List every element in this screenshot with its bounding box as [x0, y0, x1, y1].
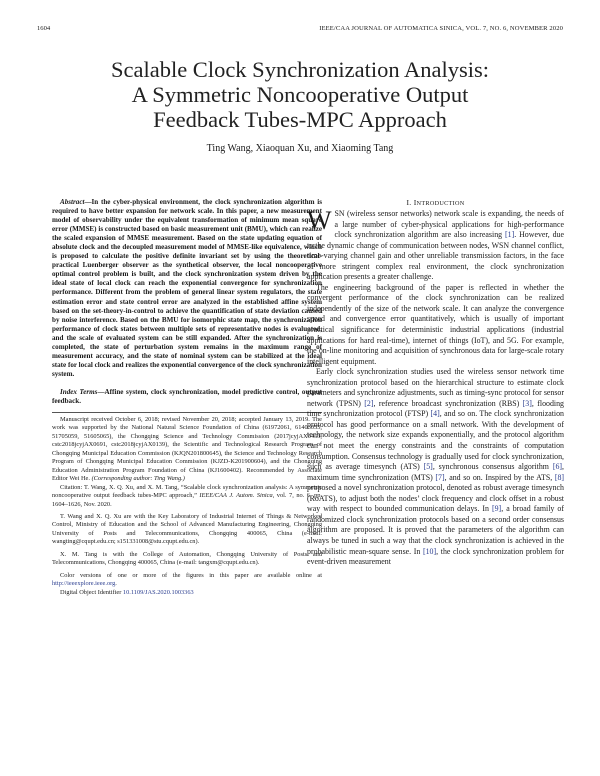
title-line-3: Feedback Tubes-MPC Approach: [153, 107, 447, 132]
title-line-1: Scalable Clock Synchronization Analysis:: [110, 57, 490, 82]
author-list: Ting Wang, Xiaoquan Xu, and Xiaoming Tang: [206, 143, 394, 154]
corresponding-author: (Corresponding author: Ting Wang.): [91, 475, 185, 483]
title-line-2: A Symmetric Noncooperative Output: [131, 82, 469, 107]
citation-ref-5[interactable]: [5]: [423, 462, 433, 472]
index-terms-text: —Affine system, clock synchronization, model predictive control, output feedback.: [52, 387, 323, 405]
footnote-affiliation-2: X. M. Tang is with the College of Automation, Chongqing University of Posts and Telecommunications, Chongqing 400065, China (e-mail: tangxm@cqupt.edu.cn).: [52, 550, 322, 567]
footnote-divider: [52, 412, 322, 413]
drop-cap: W: [307, 206, 332, 235]
running-header: [37, 25, 563, 37]
paper-title: [40, 57, 560, 132]
intro-paragraph-2: The engineering background of the paper is reflected in whether the convergent performance of the clock synchronization can be realized independently of the size of the network scale. It can analyze the convergence speed and convergence error quantitatively, which is usually of important practical significance for deterministic industrial applications (industrial applications for hard real-time), internet of things (IoT), and 5G. For example, the on-line monitoring and acquisition of synchronous data for large-scale rotary intelligent equipment.: [307, 282, 564, 366]
right-column: [307, 198, 564, 568]
citation-ref-7[interactable]: [7]: [435, 472, 445, 482]
index-terms-label: Index Terms: [60, 387, 98, 396]
abstract: [52, 198, 322, 379]
ieeexplore-link[interactable]: http://ieeexplore.ieee.org: [52, 580, 116, 588]
citation-ref-9[interactable]: [9]: [491, 504, 502, 514]
intro-paragraph-1: WSN (wireless sensor networks) network scale is expanding, the needs of a large number of cyber-physical applications for high-performance clock synchronization algorithm are also increasing [1]. However, due to the dynamic change of communication between nodes, WSN channel conflict, time-varying channel gain and other unreliable transmission factors, in the face of more stringent complex real environment, the clock synchronization application presents a greater challenge.: [307, 206, 564, 282]
abstract-label: Abstract: [60, 198, 85, 206]
journal-name: IEEE/CAA JOURNAL OF AUTOMATICA SINICA, VOL. 7, NO. 6, NOVEMBER 2020: [319, 25, 563, 32]
index-terms: [52, 388, 322, 406]
citation-ref-10[interactable]: [10]: [422, 546, 437, 556]
footnote-affiliation-1: T. Wang and X. Q. Xu are with the Key Laboratory of Industrial Internet of Things & Networked Control, Ministry of Education and the School of Advanced Manufacturing Engineering, Chongqing University of Posts and Telecommunications, Chongqing 400065, China (e-mail: wangting@cqupt.edu.cn; s151331008@stu.cqupt.edu.cn).: [52, 513, 322, 546]
citation-ref-4[interactable]: [4]: [430, 409, 440, 419]
citation-ref-3[interactable]: [3]: [522, 398, 532, 408]
footnote-doi: Digital Object Identifier 10.1109/JAS.2020.1003363: [60, 588, 194, 596]
citation-ref-1[interactable]: [1]: [505, 230, 515, 240]
citation-ref-6[interactable]: [6]: [552, 462, 563, 472]
footnote-citation: Citation: T. Wang, X. Q. Xu, and X. M. Tang, “Scalable clock synchronization analysis: A symmetric noncooperative output feedback tubes-MPC approach,” IEEE/CAA J. Autom. Sinica, vol. 7, no. 6, pp. 1604–1626, Nov. 2020.: [52, 483, 322, 508]
abstract-text: —In the cyber-physical environment, the clock synchronization algorithm is required to have better expansion for network scale. In this paper, a new measurement model of observability under the equivalent transformation of minimum mean square error (MMSE) is constructed based on basic measurement unit (BMU), which can realize the scaled expansion of MMSE measurement. Based on the state updating equation of absolute clock and the decoupled measurement model of MMSE-like equivalence, which is proposed to calculate the positive definite invariant set by using the theoretical-practical Luenberger observer as the synthetical observer, the local noncooperative optimal control problem is built, and the clock synchronization system driven by the ideal state of local clock can reach the exponential convergence for synchronization performance. Different from the problem of general linear system regulators, the state estimation error and state control error are analyzed in the established affine system based on the set-theory-in-control to achieve the quantification of state deviation caused by noise interference. Based on the BMU for isomorphic state map, the synchronization performance of clock states between multiple sets of representative nodes is evaluated, and the scale of evaluated system can be still expanded. After the synchronization is completed, the state of perturbation system remains in the maximum range of measurement accuracy, and the state of nominal system can be stabilized at the ideal state for local clock and realizes the exponential convergence of the clock synchronization system.: [52, 198, 322, 378]
footnote-received: Manuscript received October 6, 2018; revised November 20, 2018; accepted January 13, 2019. The work was supported by the National Natural Science Foundation of China (61972061, 61403055, 51705059, 51605065), the Chongqing Science and Technology Commission (2017jcyjAX0453, cstc2018jcyjAX0691, cstc2018jcyjAX0139), the Scientific and Technological Research Program of Chongqing Municipal Education Commission (KJQN201800645), the Science and Technology Research Program of Chongqing Municipal Education Commission (KJZD-K201900604), and the Chongqing Education Administration Program Foundation of China (KJ1600402). Recommended by Associate Editor Wei He. (Corresponding author: Ting Wang.): [52, 416, 322, 483]
left-column: [52, 198, 322, 597]
intro-paragraph-3: Early clock synchronization studies used the wireless sensor network time synchronization protocol based on the hierarchical structure to estimate clock parameters and synchronize adjustments, such as timing-sync protocol for sensor network (TPSN) [2], reference broadcast synchronization (RBS) [3], flooding time synchronization protocol (FTSP) [4], and so on. The clock synchronization protocol has good performance on a small network. With the development of technology, the network size expands exponentially, and the protocol algorithm can not meet the energy constraints and the constraints of computation consumption. Consensus technology is gradually used for clock synchronization, such as average timesynch (ATS) [5], synchronous consensus algorithm [6], maximum time synchronization (MTS) [7], and so on. Inspired by the ATS, [8] proposed a novel synchronization protocol, denoted as robust average timesynch (RoATS), to adjust both the nodes’ clock frequency and clock offset in a robust way with respect to bounded communication delays. In [9], a broad family of randomized clock synchronization protocols based on a second order consensus algorithm are proposed. It is proved that the parameters of the algorithm can always be tuned in such a way that the clock synchronization is achieved in the probabilistic mean-square sense. In [10], the clock synchronization problem for event-driven measurement: [307, 367, 565, 567]
footnote-color-versions: Color versions of one or more of the figures in this paper are available online at http://ieeexplore.ieee.org.: [52, 571, 322, 588]
page-number: 1604: [37, 25, 51, 32]
citation-ref-8[interactable]: [8]: [554, 472, 565, 482]
section-heading-introduction: I. INTRODUCTION: [406, 198, 465, 207]
footnotes: [52, 416, 322, 597]
doi-link[interactable]: 10.1109/JAS.2020.1003363: [122, 588, 194, 596]
citation-ref-2[interactable]: [2]: [364, 398, 374, 408]
